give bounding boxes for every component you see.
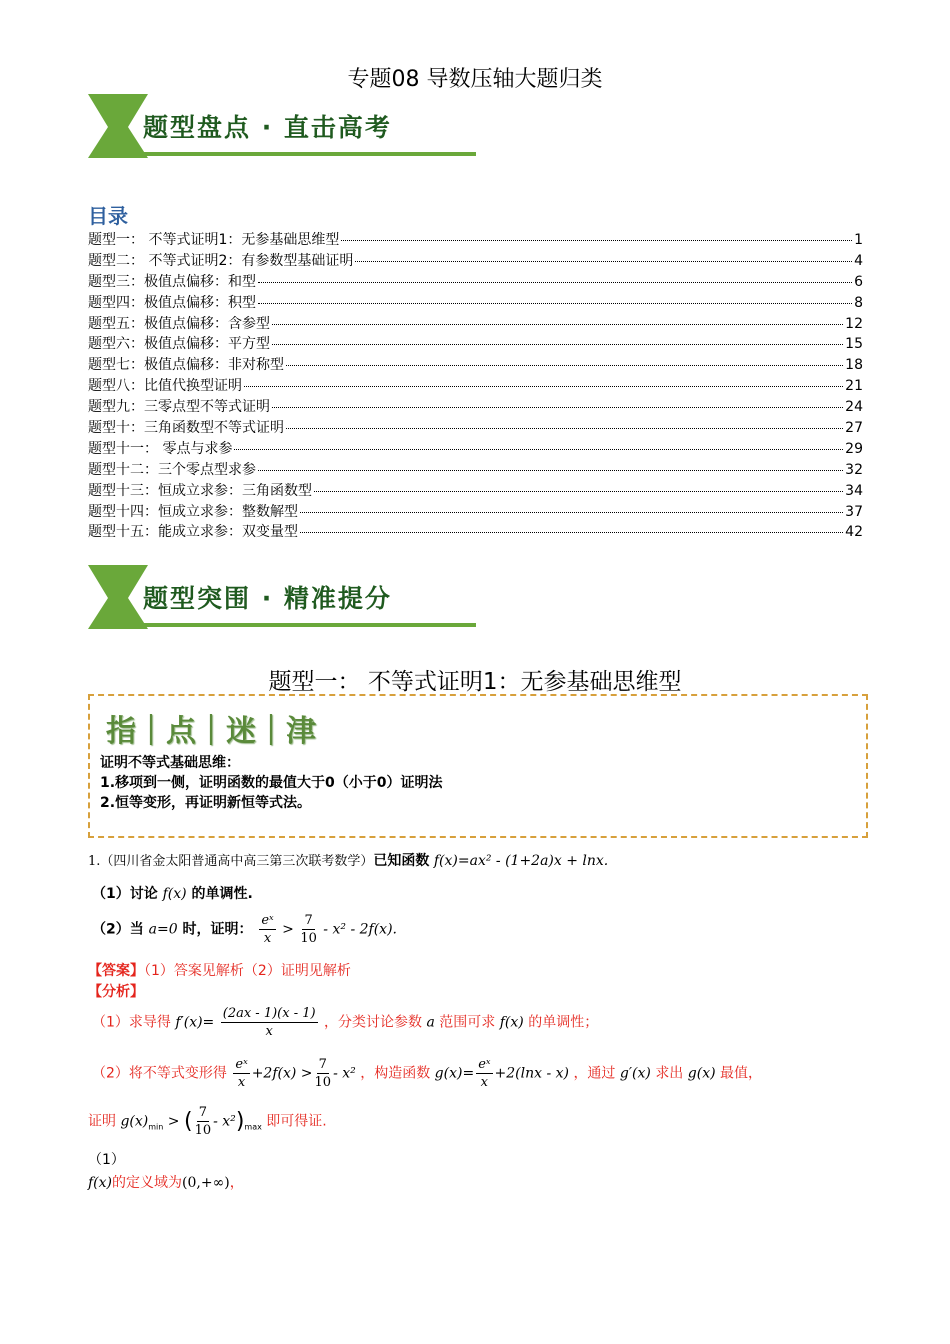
solution-text: 的定义域为 <box>112 1175 183 1191</box>
ineq-fraction <box>233 1056 249 1091</box>
toc-item-page: 24 <box>845 399 863 416</box>
derivative-f: f′(x)= <box>175 1014 215 1031</box>
toc-item[interactable] <box>88 521 863 542</box>
function-g: g(x) <box>120 1113 149 1130</box>
toc-item-label: 题型十四：恒成立求参：整数解型 <box>88 503 298 520</box>
toc-item[interactable] <box>88 333 863 354</box>
tip-line: 1.移项到一侧，证明函数的最值大于0（小于0）证明法 <box>100 775 443 791</box>
toc-item-label: 题型十：三角函数型不等式证明 <box>88 420 284 437</box>
toc-item-label: 题型三：极值点偏移：和型 <box>88 273 256 290</box>
toc-item[interactable] <box>88 480 863 501</box>
answer-label: 【答案】 <box>88 963 144 979</box>
analysis-line-1 <box>92 1005 598 1040</box>
fraction-denominator: 10 <box>300 931 317 946</box>
toc-heading: 目录 <box>88 204 128 228</box>
toc-item[interactable] <box>88 229 863 250</box>
toc-item-page: 37 <box>845 503 863 520</box>
solution-line <box>88 1172 244 1192</box>
toc-item[interactable] <box>88 396 863 417</box>
toc-leader-dots <box>300 532 843 533</box>
subscript-max: max <box>244 1122 262 1132</box>
analysis-text: ，通过 <box>573 1065 616 1082</box>
toc-item-page: 8 <box>854 294 863 311</box>
part2-fraction2 <box>300 912 317 947</box>
table-of-contents <box>88 229 863 542</box>
greater-than: > <box>277 921 299 938</box>
part2-condition: a=0 <box>148 921 178 938</box>
toc-leader-dots <box>286 365 843 366</box>
solution-text: ， <box>229 1175 244 1191</box>
fraction-denominator: x <box>237 1075 246 1090</box>
fraction-denominator: 10 <box>194 1123 212 1138</box>
toc-item-page: 6 <box>854 273 863 290</box>
problem-formula: f(x)=ax² - (1+2a)x + lnx. <box>433 853 609 869</box>
toc-item-label: 题型六：极值点偏移：平方型 <box>88 336 270 353</box>
toc-item-page: 34 <box>845 482 863 499</box>
part2-prefix: （2）当 <box>92 921 144 938</box>
banner-breakthrough-text: 题型突围 · 精准提分 <box>143 584 392 613</box>
toc-item-page: 1 <box>854 232 863 248</box>
function-g: g(x)= <box>434 1065 475 1082</box>
toc-item[interactable] <box>88 501 863 522</box>
analysis-text: 范围可求 <box>439 1014 496 1031</box>
fraction-numerator: 7 <box>198 1105 207 1120</box>
toc-item[interactable] <box>88 417 863 438</box>
fraction-numerator: eˣ <box>478 1057 491 1072</box>
analysis-line-2 <box>92 1056 762 1091</box>
toc-item-label: 题型四：极值点偏移：积型 <box>88 294 256 311</box>
toc-item[interactable] <box>88 438 863 459</box>
toc-leader-dots <box>272 407 843 408</box>
toc-item-page: 42 <box>845 524 863 541</box>
toc-item-label: 题型十一： 零点与求参 <box>88 440 233 457</box>
fraction-numerator: 7 <box>318 1057 327 1072</box>
function-f: f(x) <box>88 1175 113 1191</box>
max-fraction <box>195 1104 212 1139</box>
part1-suffix: 的单调性. <box>191 886 253 902</box>
analysis-line-3 <box>88 1104 327 1139</box>
toc-item-label: 题型五：极值点偏移：含参型 <box>88 315 270 332</box>
toc-item-page: 21 <box>845 378 863 395</box>
problem-part2 <box>92 912 397 947</box>
greater-than: > <box>167 1113 184 1130</box>
analysis-text: （1）求导得 <box>92 1014 171 1031</box>
toc-item-label: 题型十二：三个零点型求参 <box>88 461 256 478</box>
banner-overview <box>88 92 478 162</box>
analysis-label <box>88 981 144 1001</box>
toc-item[interactable] <box>88 375 863 396</box>
tip-line: 证明不等式基础思维： <box>100 755 240 771</box>
toc-item-page: 12 <box>845 315 863 332</box>
subscript-min: min <box>148 1122 164 1132</box>
toc-leader-dots <box>272 344 843 345</box>
g-derivative: g′(x) <box>619 1065 651 1082</box>
analysis-label-text: 【分析】 <box>88 984 144 1000</box>
param-a: a <box>426 1014 435 1031</box>
toc-item-label: 题型十三：恒成立求参：三角函数型 <box>88 482 312 499</box>
function-g: g(x) <box>687 1065 716 1082</box>
toc-item[interactable] <box>88 459 863 480</box>
fraction-numerator: eˣ <box>235 1057 248 1072</box>
toc-item[interactable] <box>88 271 863 292</box>
ineq-f: +2f(x) > <box>251 1065 313 1082</box>
toc-item-label: 题型八：比值代换型证明 <box>88 378 242 395</box>
fraction-denominator: 10 <box>314 1075 332 1090</box>
toc-item-label: 题型二： 不等式证明2：有参数型基础证明 <box>88 252 354 269</box>
paren-close-icon: ) <box>235 1109 245 1134</box>
toc-item-page: 4 <box>854 252 863 269</box>
toc-item-label: 题型一： 不等式证明1：无参基础思维型 <box>88 232 340 248</box>
ineq-rest: - x² <box>333 1065 356 1082</box>
page-title: 专题08 导数压轴大题归类 <box>347 67 603 92</box>
toc-leader-dots <box>341 240 852 241</box>
paren-open-icon: ( <box>183 1109 193 1134</box>
part1-f: f(x) <box>162 886 187 902</box>
part2-rest: - x² - 2f(x). <box>318 921 397 938</box>
tip-header: 指｜点｜迷｜津 <box>106 714 316 749</box>
ineq-fraction2 <box>315 1056 332 1091</box>
toc-item-page: 29 <box>845 440 863 457</box>
fraction-denominator: x <box>480 1075 489 1090</box>
analysis-text: 证明 <box>88 1113 116 1130</box>
toc-item[interactable] <box>88 250 863 271</box>
problem-source: 1.（四川省金太阳普通高中高三第三次联考数学） <box>88 854 374 869</box>
toc-item[interactable] <box>88 292 863 313</box>
toc-leader-dots <box>258 282 852 283</box>
toc-item-label: 题型十五：能成立求参：双变量型 <box>88 524 298 541</box>
toc-leader-dots <box>286 428 843 429</box>
solution-part: （1） <box>88 1152 125 1168</box>
fraction-denominator: x <box>263 931 272 946</box>
analysis-text: ，构造函数 <box>360 1065 431 1082</box>
toc-leader-dots <box>258 470 843 471</box>
fraction-numerator: 7 <box>304 913 313 928</box>
tip-box <box>88 694 868 838</box>
toc-item[interactable] <box>88 313 863 334</box>
function-f: f(x) <box>499 1014 524 1031</box>
fraction-numerator: eˣ <box>261 913 274 928</box>
toc-leader-dots <box>355 261 852 262</box>
toc-leader-dots <box>244 386 843 387</box>
g-rest: +2(lnx - x) <box>494 1065 569 1082</box>
toc-item-page: 32 <box>845 461 863 478</box>
derivative-fraction <box>221 1005 318 1040</box>
toc-leader-dots <box>300 512 843 513</box>
toc-leader-dots <box>258 303 852 304</box>
answer-line <box>88 960 351 980</box>
domain-interval: (0,+∞) <box>182 1175 230 1191</box>
problem-part1 <box>92 883 253 903</box>
toc-item-page: 27 <box>845 420 863 437</box>
analysis-text: （2）将不等式变形得 <box>92 1065 227 1082</box>
toc-leader-dots <box>272 324 843 325</box>
part2-fraction <box>259 912 275 947</box>
max-rest: - x² <box>213 1113 236 1130</box>
section-title: 题型一： 不等式证明1：无参基础思维型 <box>268 669 682 695</box>
analysis-text: ，分类讨论参数 <box>324 1014 423 1031</box>
fraction-denominator: x <box>265 1024 273 1039</box>
analysis-text: 最值， <box>720 1065 762 1082</box>
problem-stem-prefix: 已知函数 <box>373 853 430 869</box>
analysis-text: 求出 <box>655 1065 684 1082</box>
part1-prefix: （1）讨论 <box>92 886 158 902</box>
toc-leader-dots <box>314 491 843 492</box>
answer-text: （1）答案见解析（2）证明见解析 <box>144 963 351 979</box>
toc-leader-dots <box>234 449 843 450</box>
part2-mid: 时，证明： <box>182 921 253 938</box>
toc-item[interactable] <box>88 354 863 375</box>
toc-item-label: 题型九：三零点型不等式证明 <box>88 399 270 416</box>
fraction-numerator: (2ax - 1)(x - 1) <box>222 1006 316 1021</box>
banner-breakthrough <box>88 563 478 633</box>
toc-item-page: 15 <box>845 336 863 353</box>
toc-item-label: 题型七：极值点偏移：非对称型 <box>88 357 284 374</box>
toc-item-page: 18 <box>845 357 863 374</box>
analysis-text: 即可得证. <box>266 1113 327 1130</box>
g-fraction <box>476 1056 492 1091</box>
analysis-text: 的单调性； <box>528 1014 599 1031</box>
problem-stem <box>88 850 608 870</box>
banner-overview-text: 题型盘点 · 直击高考 <box>143 113 392 142</box>
tip-line: 2.恒等变形，再证明新恒等式法。 <box>100 795 312 811</box>
